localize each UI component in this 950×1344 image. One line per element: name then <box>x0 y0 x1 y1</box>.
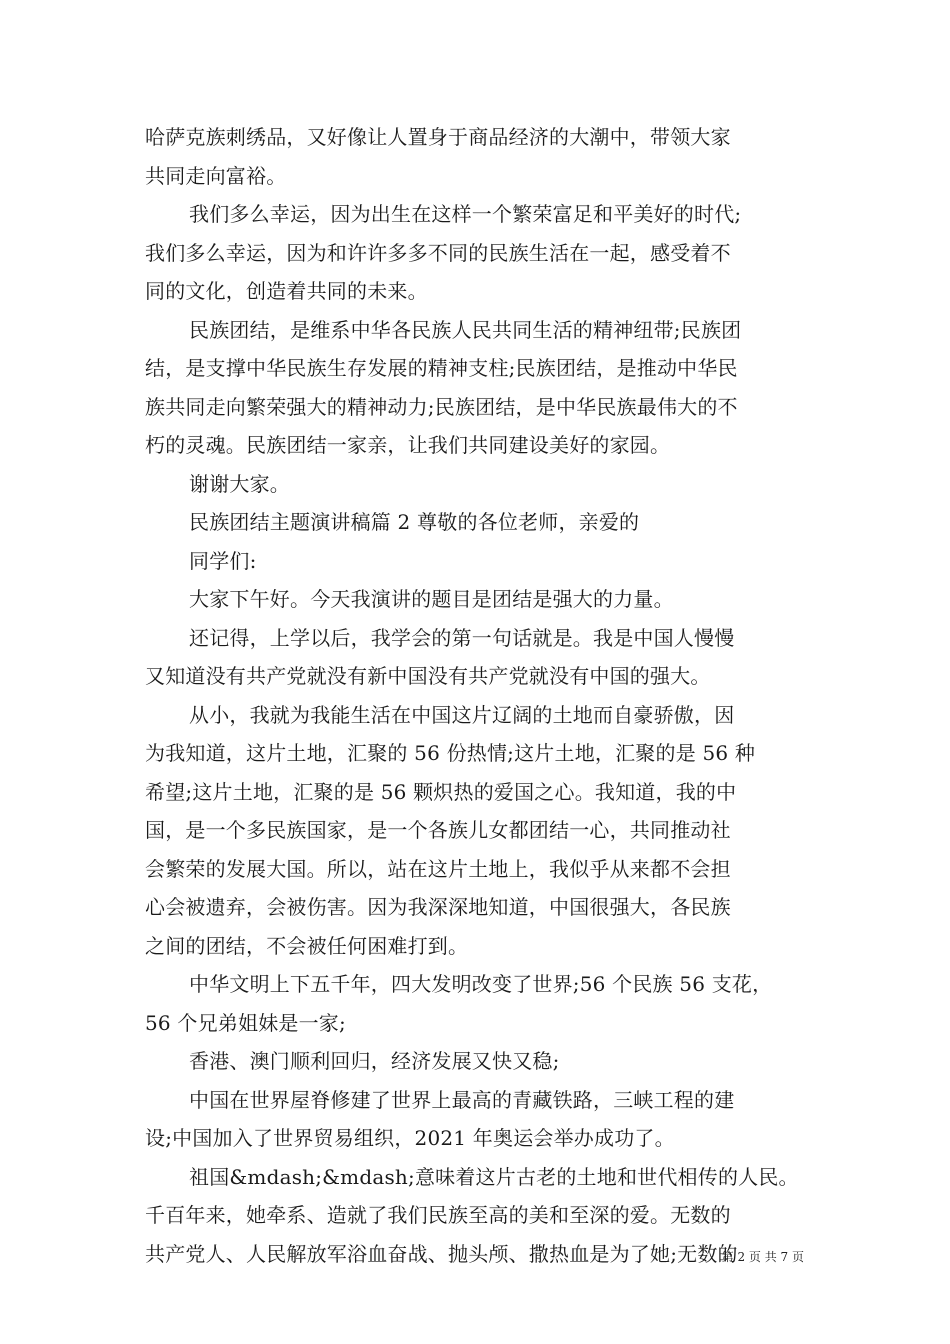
text-line: 希望;这片土地，汇聚的是 56 颗炽热的爱国之心。我知道，我的中 <box>145 779 737 804</box>
text-line: 祖国&mdash;&mdash;意味着这片古老的土地和世代相传的人民。 <box>189 1164 799 1189</box>
text-line: 心会被遗弃，会被伤害。因为我深深地知道，中国很强大，各民族 <box>145 895 731 919</box>
text-line: 国，是一个多民族国家，是一个各族儿女都团结一心，共同推动社 <box>145 818 731 842</box>
text-line: 同的文化，创造着共同的未来。 <box>145 279 428 303</box>
text-line: 56 个兄弟姐妹是一家; <box>145 1010 346 1035</box>
text-line: 千百年来，她牵系、造就了我们民族至高的美和至深的爱。无数的 <box>145 1203 731 1227</box>
text-line: 之间的团结，不会被任何困难打到。 <box>145 933 469 958</box>
text-line: 从小，我就为我能生活在中国这片辽阔的土地而自豪骄傲，因 <box>189 702 735 727</box>
text-line: 中国在世界屋脊修建了世界上最高的青藏铁路，三峡工程的建 <box>189 1087 735 1112</box>
text-line: 共同走向富裕。 <box>145 163 287 188</box>
text-line: 结，是支撑中华民族生存发展的精神支柱;民族团结，是推动中华民 <box>145 356 738 380</box>
text-line: 设;中国加入了世界贸易组织，2021 年奥运会举办成功了。 <box>145 1126 675 1150</box>
text-line: 族共同走向繁荣强大的精神动力;民族团结，是中华民族最伟大的不 <box>145 394 738 419</box>
text-line: 我们多么幸运，因为和许许多多不同的民族生活在一起，感受着不 <box>145 240 731 265</box>
text-line: 共产党人、人民解放军浴血奋战、抛头颅、撒热血是为了她;无数的 <box>145 1241 738 1266</box>
text-line: 民族团结主题演讲稿篇 2 尊敬的各位老师，亲爱的 <box>189 510 640 534</box>
text-line: 会繁荣的发展大国。所以，站在这片土地上，我似乎从来都不会担 <box>145 856 731 881</box>
text-line: 中华文明上下五千年，四大发明改变了世界;56 个民族 56 支花， <box>189 972 773 996</box>
text-line: 同学们: <box>189 548 257 573</box>
document-body <box>145 118 810 1273</box>
text-line: 还记得，上学以后，我学会的第一句话就是。我是中国人慢慢 <box>189 625 735 650</box>
text-line: 香港、澳门顺利回归，经济发展又快又稳; <box>189 1049 560 1073</box>
text-line: 我们多么幸运，因为出生在这样一个繁荣富足和平美好的时代; <box>189 202 742 226</box>
text-line: 大家下午好。今天我演讲的题目是团结是强大的力量。 <box>189 587 674 611</box>
text-line: 哈萨克族刺绣品，又好像让人置身于商品经济的大潮中，带领大家 <box>145 125 731 149</box>
text-line: 谢谢大家。 <box>189 471 290 496</box>
text-line: 为我知道，这片土地，汇聚的 56 份热情;这片土地，汇聚的是 56 种 <box>145 741 756 765</box>
text-line: 朽的灵魂。民族团结一家亲，让我们共同建设美好的家园。 <box>145 433 671 457</box>
text-line: 民族团结，是维系中华各民族人民共同生活的精神纽带;民族团 <box>189 317 742 342</box>
page-indicator: 第 2 页 共 7 页 <box>721 1250 804 1264</box>
text-line: 又知道没有共产党就没有新中国没有共产党就没有中国的强大。 <box>145 664 711 688</box>
